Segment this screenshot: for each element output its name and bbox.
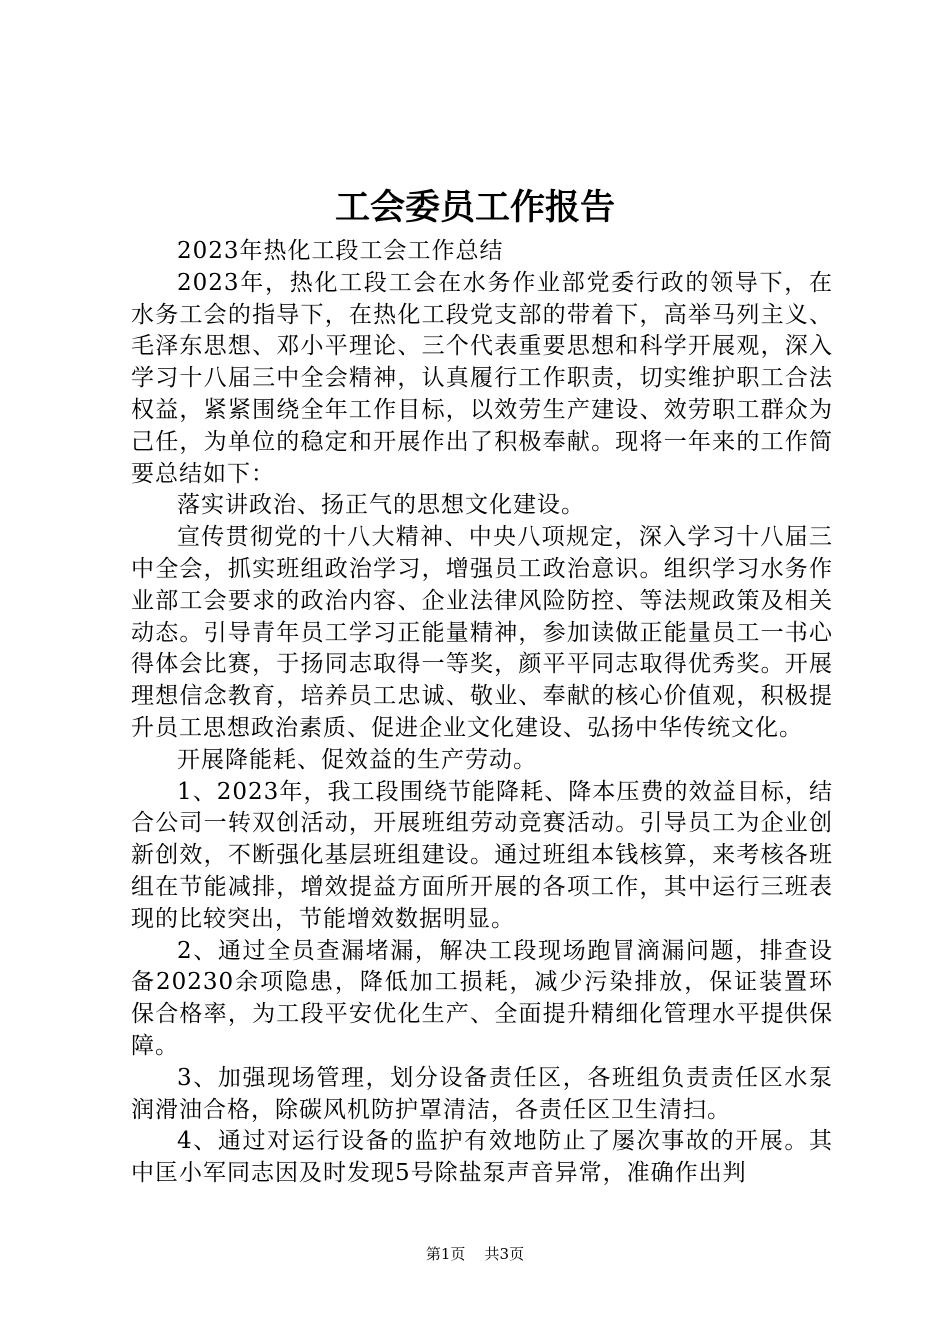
paragraph-item-1: 1、2023年，我工段围绕节能降耗、降本压费的效益目标，结合公司一转双创活动，开展班组劳动竞赛活动。引导员工为企业创新创效，不断强化基层班组建设。通过班组本钱核算，来考核各班组在节能减排，增效提益方面所开展的各项工作，其中运行三班表现的比较突出，节能增效数据明显。 [131, 778, 833, 932]
page-total: 共3页 [484, 1245, 525, 1263]
paragraph-subtitle: 2023年热化工段工会工作总结 [177, 238, 504, 264]
paragraph-heading-production: 开展降能耗、促效益的生产劳动。 [177, 746, 537, 773]
paragraph-political-content: 宣传贯彻党的十八大精神、中央八项规定，深入学习十八届三中全会，抓实班组政治学习，增强员工政治意识。组织学习水务作业部工会要求的政治内容、企业法律风险防控、等法规政策及相关动态。引导青年员工学习正能量精神，参加读做正能量员工一书心得体会比赛，于扬同志取得一等奖，颜平平同志取得优秀奖。开展理想信念教育，培养员工忠诚、敬业、奉献的核心价值观，积极提升员工思想政治素质、促进企业文化建设、弘扬中华传统文化。 [131, 524, 833, 741]
document-body [131, 236, 833, 1190]
page-number: 第1页 [425, 1245, 466, 1263]
document-title: 工会委员工作报告 [334, 187, 615, 228]
paragraph-intro: 2023年，热化工段工会在水务作业部党委行政的领导下，在水务工会的指导下，在热化工段党支部的带着下，高举马列主义、毛泽东思想、邓小平理论、三个代表重要思想和科学开展观，深入学习十八届三中全会精神，认真履行工作职责，切实维护职工合法权益，紧紧围绕全年工作目标，以效劳生产建设、效劳职工群众为己任，为单位的稳定和开展作出了积极奉献。现将一年来的工作简要总结如下： [131, 269, 833, 487]
paragraph-item-3: 3、加强现场管理，划分设备责任区，各班组负责责任区水泵润滑油合格，除碳风机防护罩清洁，各责任区卫生清扫。 [131, 1064, 833, 1123]
page-footer [0, 1244, 950, 1264]
paragraph-heading-political: 落实讲政治、扬正气的思想文化建设。 [177, 492, 585, 519]
paragraph-item-2: 2、通过全员查漏堵漏，解决工段现场跑冒滴漏问题，排查设备20230余项隐患，降低加工损耗，减少污染排放，保证装置环保合格率，为工段平安优化生产、全面提升精细化管理水平提供保障。 [131, 937, 833, 1059]
paragraph-item-4: 4、通过对运行设备的监护有效地防止了屡次事故的开展。其中匡小军同志因及时发现5号除盐泵声音异常，准确作出判 [131, 1128, 833, 1187]
footer-gap [470, 1245, 480, 1263]
